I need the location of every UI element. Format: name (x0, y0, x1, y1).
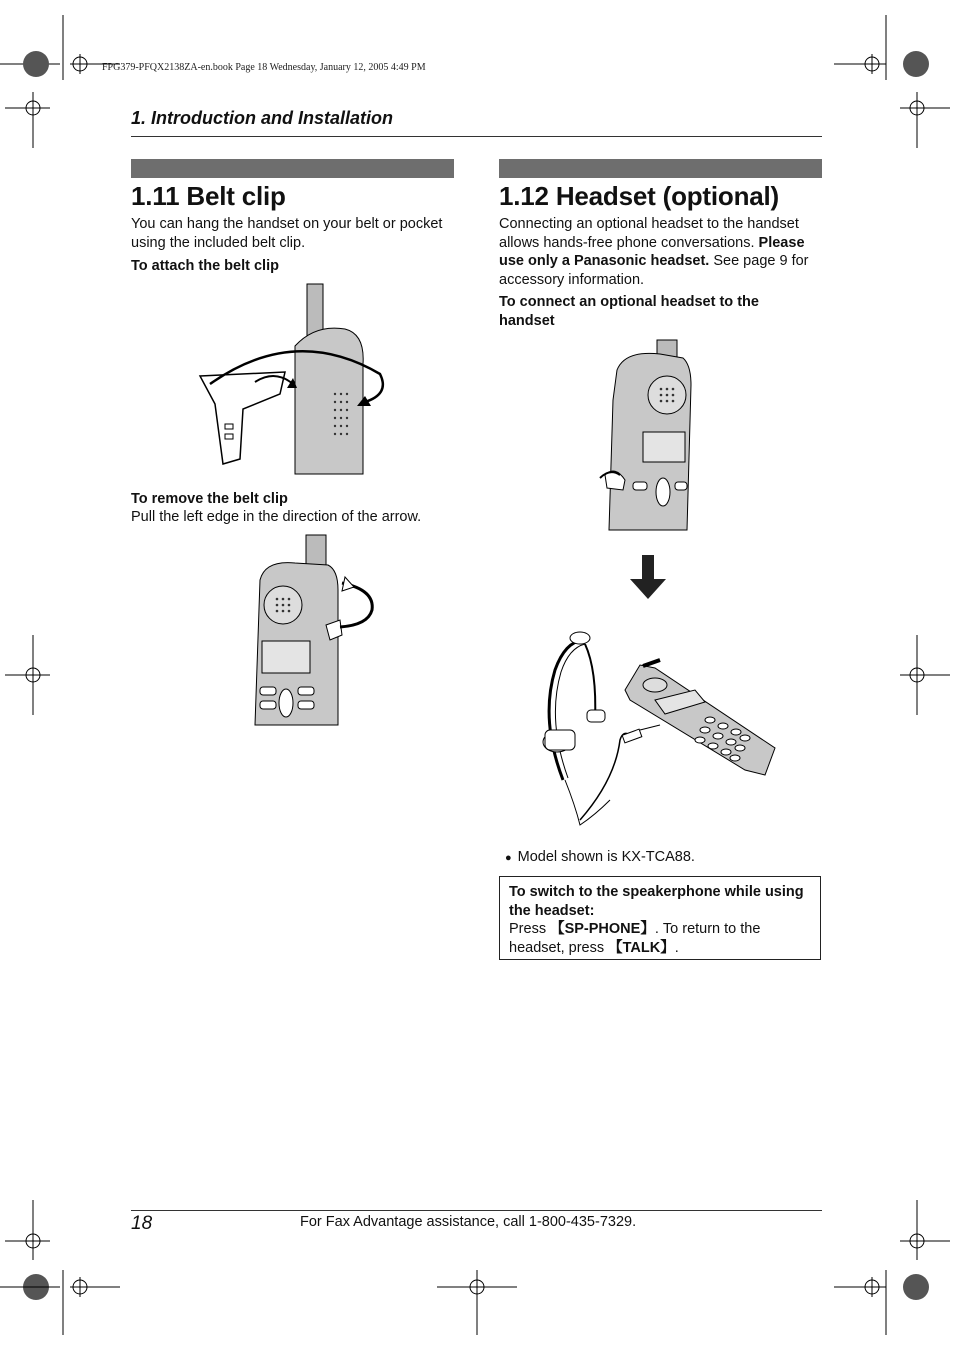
connect-heading-line-2: handset (499, 312, 555, 329)
return-text: . To return to the (654, 921, 761, 937)
starburst-bottom-right (903, 1274, 929, 1300)
connect-heading-line-1: To connect an optional headset to the (499, 294, 759, 310)
model-note-text: Model shown is KX-TCA88. (517, 849, 695, 865)
header-rule (131, 136, 822, 137)
section-bar-headset (499, 159, 822, 178)
remove-belt-clip-illustration (250, 535, 380, 725)
footer-assistance: For Fax Advantage assistance, call 1-800-435-7329. (300, 1214, 637, 1230)
belt-clip-intro (131, 215, 461, 252)
crop-mark-bottom-center (437, 1270, 517, 1335)
heading-headset: 1.12 Headset (optional) (499, 181, 780, 211)
crop-mark-bottom-left (0, 1270, 120, 1335)
note-title-line-2: the headset: (509, 902, 595, 919)
section-title: 1. Introduction and Installation (131, 108, 394, 128)
headset-intro-line-4: accessory information. (499, 271, 645, 288)
note-line-4 (509, 939, 811, 958)
remove-text: Pull the left edge in the direction of the arrow. (131, 509, 422, 525)
remove-heading: To remove the belt clip (131, 491, 288, 507)
connect-headset-illustration (595, 340, 705, 530)
press-text: Press (509, 921, 551, 937)
see-page-text: See page 9 for (709, 253, 809, 269)
down-arrow-icon (630, 555, 666, 600)
target-right-top (900, 92, 950, 148)
connect-heading (499, 293, 759, 330)
footer-rule (131, 1210, 822, 1211)
attach-heading: To attach the belt clip (131, 258, 279, 274)
headset-intro-line-3 (499, 252, 829, 271)
target-left-mid (5, 635, 50, 715)
speakerphone-note-box (499, 876, 821, 960)
intro-line-1: You can hang the handset on your belt or pocket (131, 216, 443, 232)
heading-belt-clip: 1.11 Belt clip (131, 181, 286, 211)
end-period: . (674, 939, 679, 956)
target-left-top (5, 92, 50, 148)
starburst-top-right (903, 51, 929, 77)
sp-phone-key: 【SP-PHONE】 (550, 921, 655, 937)
target-right-bottom (900, 1200, 950, 1260)
headset-intro-text: allows hands-free phone conversations. (499, 234, 759, 251)
talk-key: 【TALK】 (608, 939, 675, 956)
note-title-line-1: To switch to the speakerphone while using (509, 884, 804, 900)
model-note (505, 848, 695, 868)
printer-line: FPG379-PFQX2138ZA-en.book Page 18 Wednesday, January 12, 2005 4:49 PM (102, 62, 426, 73)
headset-intro-line-2 (499, 234, 829, 253)
target-left-bottom (5, 1200, 50, 1260)
crop-mark-bottom-right (834, 1270, 886, 1335)
page-number: 18 (131, 1213, 153, 1234)
headset-press-text: headset, press (509, 939, 609, 956)
intro-line-2: using the included belt clip. (131, 234, 306, 251)
bullet-icon: ● (505, 852, 512, 864)
target-right-mid (900, 635, 950, 715)
section-bar-belt-clip (131, 159, 454, 178)
note-line-3 (509, 920, 811, 939)
starburst-top-left (23, 51, 49, 77)
headset-intro (499, 215, 829, 289)
crop-mark-top-right (834, 15, 886, 80)
please-emphasis: Please (758, 234, 805, 251)
headset-intro-line-1: Connecting an optional headset to the handset (499, 216, 799, 232)
panasonic-only-emphasis: use only a Panasonic headset. (499, 253, 710, 269)
attach-belt-clip-illustration (195, 284, 395, 476)
headset-connected-illustration (535, 630, 780, 830)
